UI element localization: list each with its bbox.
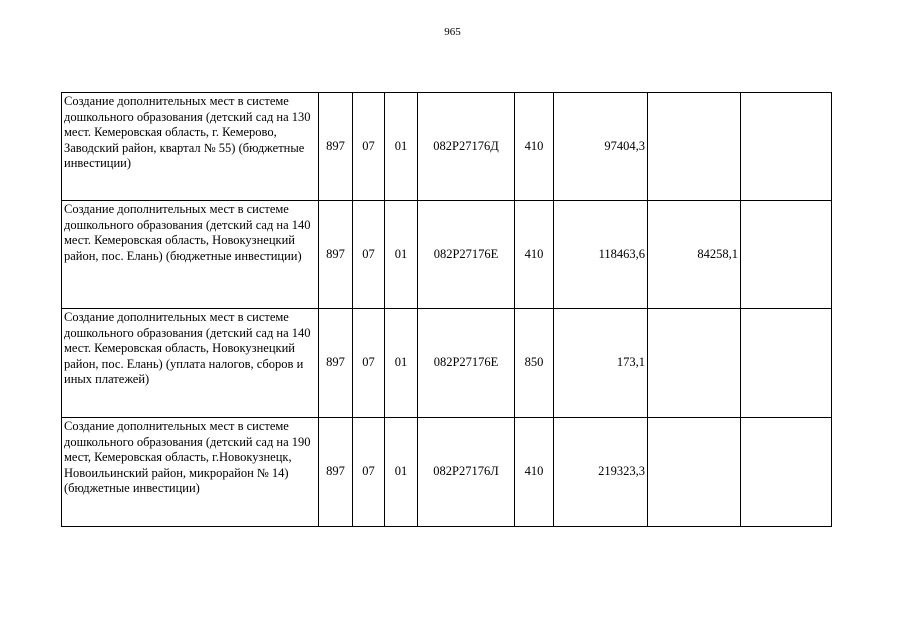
expense-description: Создание дополнительных мест в системе дошкольного образования (детский сад на 130 мест. Кемеровская область, г. Кемерово, Заводский район, квартал № 55) (бюджетные инвестиции) — [62, 93, 319, 201]
amount-cell-1: 118463,6 — [554, 201, 648, 309]
expense-type-code: 410 — [515, 93, 554, 201]
expense-description: Создание дополнительных мест в системе дошкольного образования (детский сад на 140 мест. Кемеровская область, Новокузнецкий район, пос. Елань) (бюджетные инвестиции) — [62, 201, 319, 309]
target-article-code: 082P27176Е — [418, 309, 515, 418]
expense-type-code: 410 — [515, 201, 554, 309]
section-code: 07 — [353, 418, 385, 527]
amount-cell-1: 97404,3 — [554, 93, 648, 201]
table-row — [62, 309, 832, 418]
ministry-code: 897 — [319, 309, 353, 418]
section-code: 07 — [353, 201, 385, 309]
table-row — [62, 418, 832, 527]
budget-table — [61, 92, 832, 527]
subsection-code: 01 — [385, 418, 418, 527]
expense-description: Создание дополнительных мест в системе дошкольного образования (детский сад на 140 мест. Кемеровская область, Новокузнецкий район, пос. Елань) (уплата налогов, сборов и иных платежей) — [62, 309, 319, 418]
amount-cell-1: 219323,3 — [554, 418, 648, 527]
amount-cell-1: 173,1 — [554, 309, 648, 418]
expense-type-code: 850 — [515, 309, 554, 418]
target-article-code: 082P27176Л — [418, 418, 515, 527]
amount-cell-2 — [648, 309, 741, 418]
expense-description: Создание дополнительных мест в системе дошкольного образования (детский сад на 190 мест, Кемеровская область, г.Новокузнецк, Новоильинский район, микрорайон № 14) (бюджетные инвестиции) — [62, 418, 319, 527]
ministry-code: 897 — [319, 201, 353, 309]
table-row — [62, 93, 832, 201]
target-article-code: 082P27176Е — [418, 201, 515, 309]
target-article-code: 082P27176Д — [418, 93, 515, 201]
amount-cell-3 — [741, 309, 832, 418]
subsection-code: 01 — [385, 201, 418, 309]
ministry-code: 897 — [319, 93, 353, 201]
amount-cell-3 — [741, 93, 832, 201]
amount-cell-2 — [648, 418, 741, 527]
subsection-code: 01 — [385, 309, 418, 418]
table-row — [62, 201, 832, 309]
section-code: 07 — [353, 309, 385, 418]
section-code: 07 — [353, 93, 385, 201]
amount-cell-2 — [648, 93, 741, 201]
ministry-code: 897 — [319, 418, 353, 527]
page-number: 965 — [444, 26, 461, 38]
amount-cell-3 — [741, 418, 832, 527]
expense-type-code: 410 — [515, 418, 554, 527]
amount-cell-3 — [741, 201, 832, 309]
subsection-code: 01 — [385, 93, 418, 201]
amount-cell-2: 84258,1 — [648, 201, 741, 309]
